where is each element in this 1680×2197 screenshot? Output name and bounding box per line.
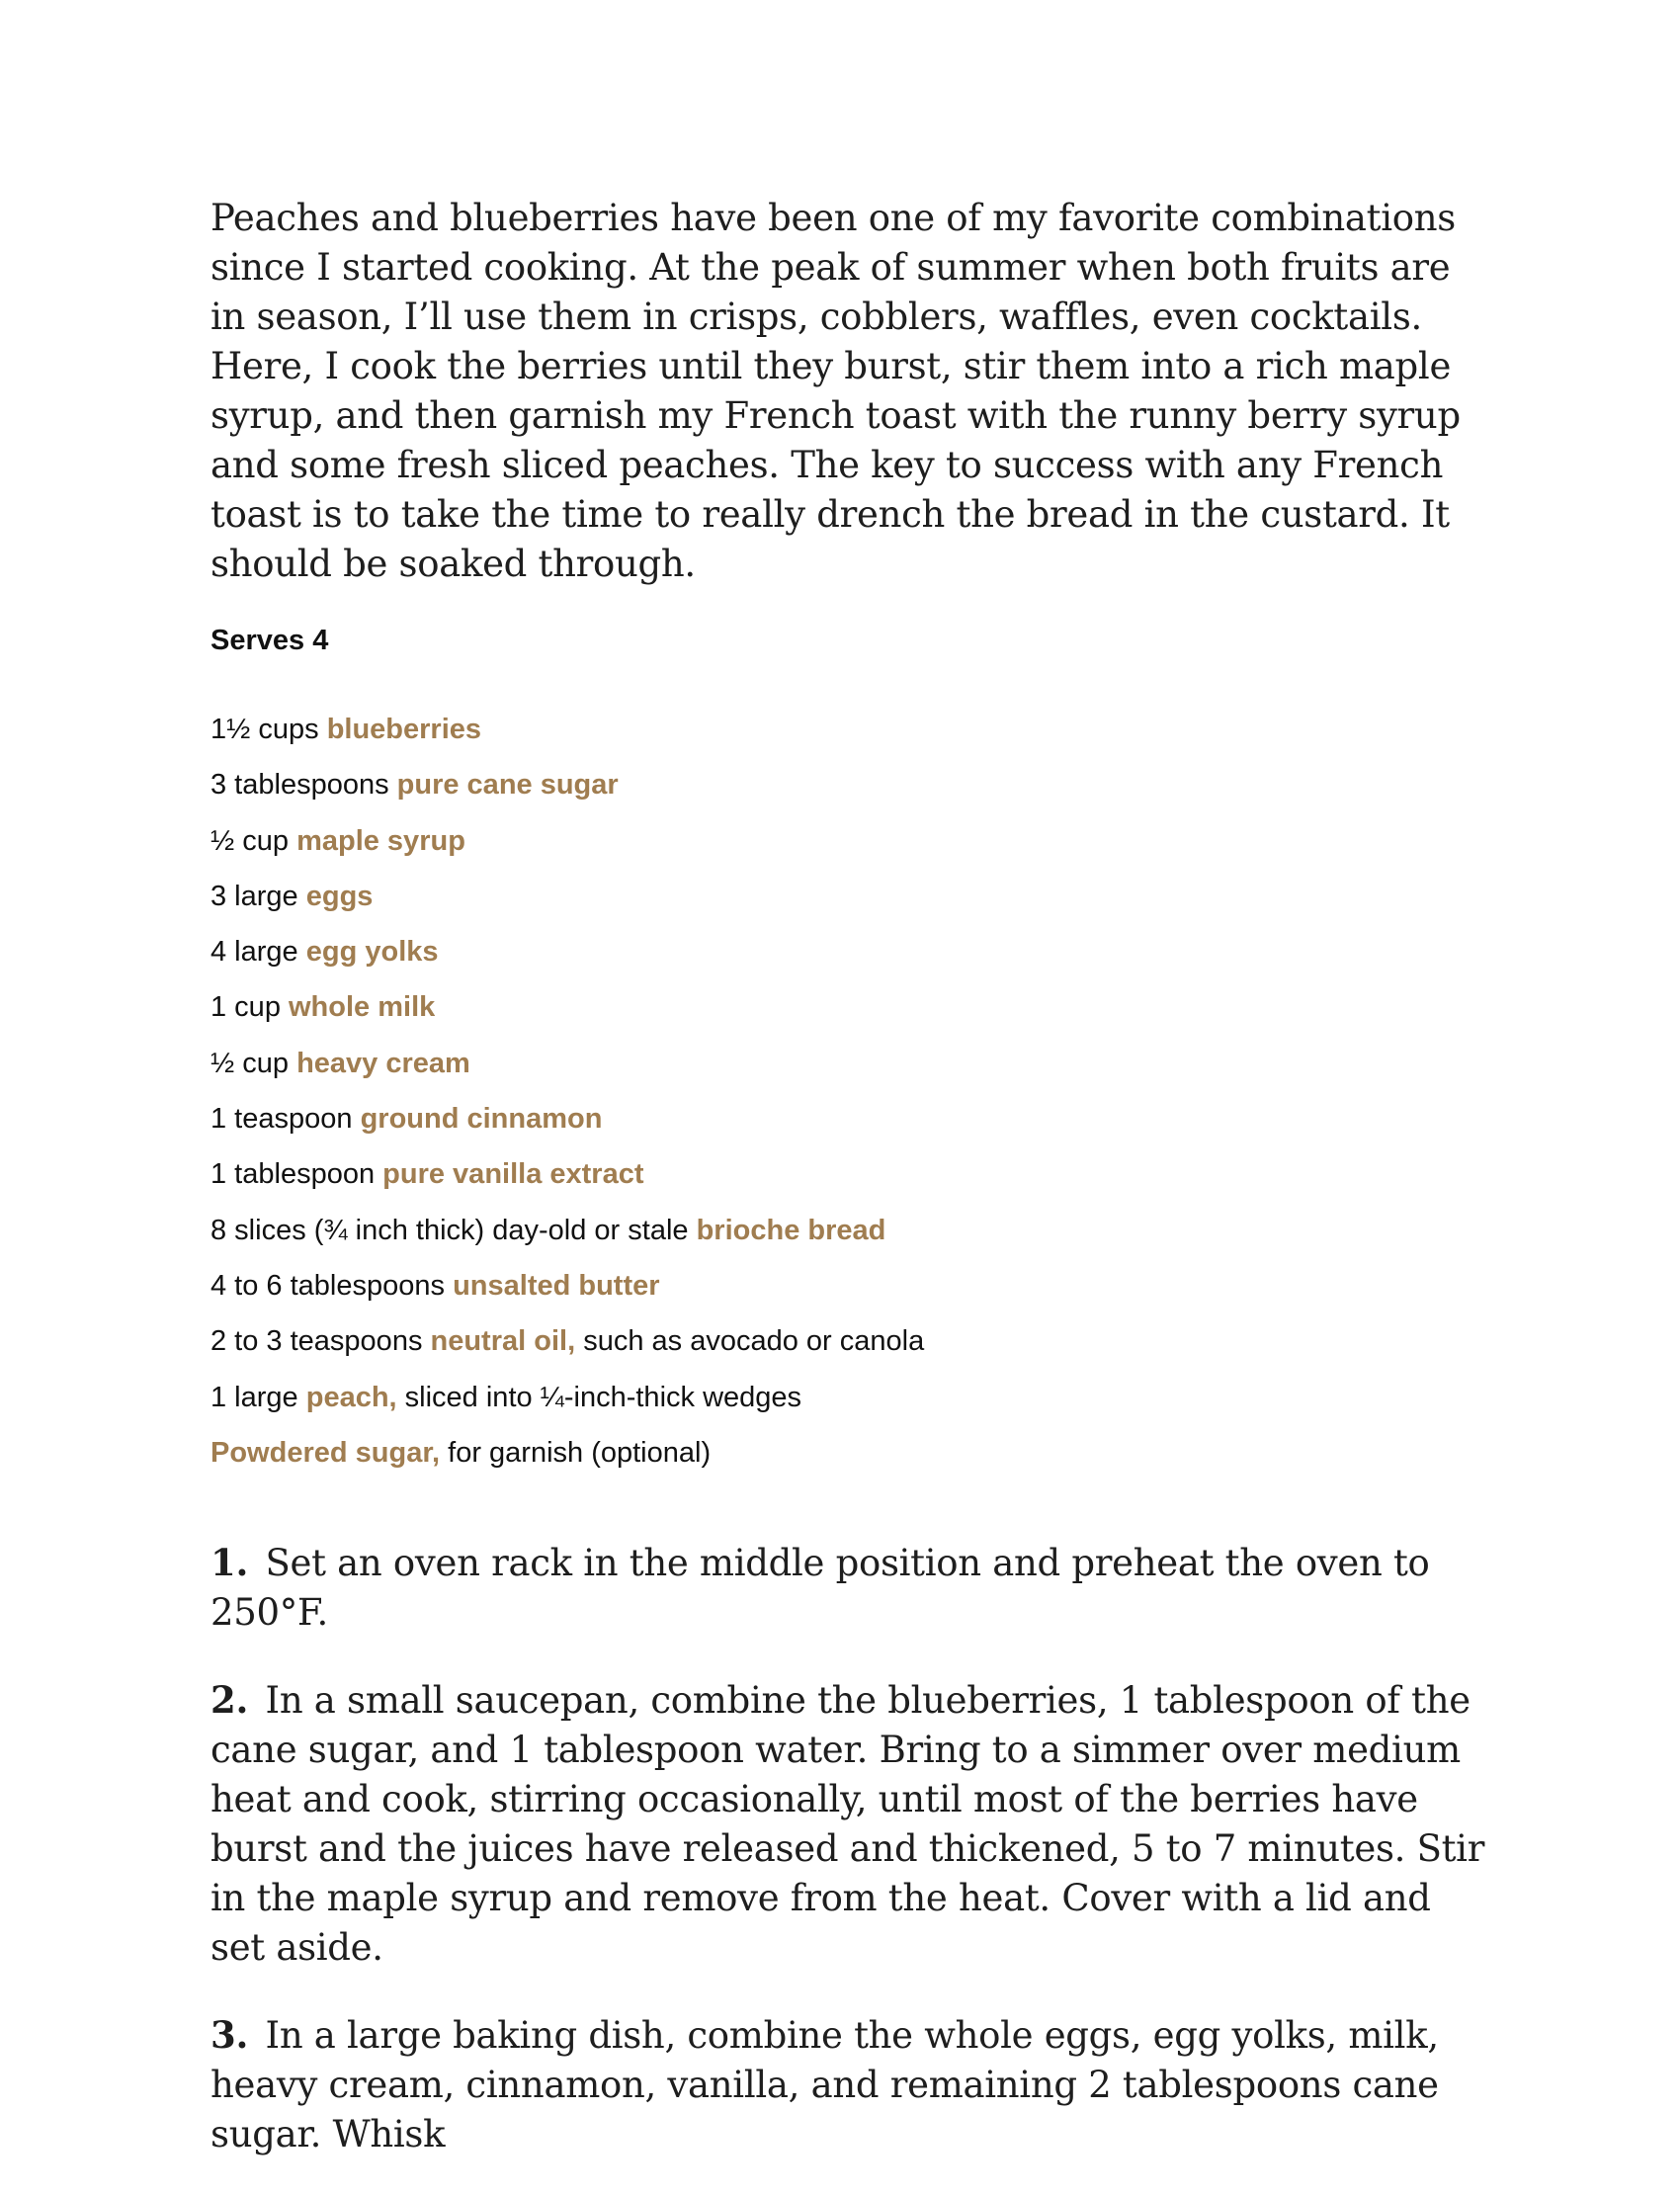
step-text: Set an oven rack in the middle position and preheat the oven to 250°F.: [210, 1542, 1430, 1635]
ingredient-quantity: ½ cup: [210, 1047, 297, 1079]
ingredient-quantity: 1 teaspoon: [210, 1103, 361, 1136]
ingredient-item: [210, 869, 1485, 924]
ingredient-quantity: 1 large: [210, 1381, 306, 1413]
step-number: 3.: [210, 2013, 249, 2058]
ingredient-item: [210, 1258, 1485, 1313]
ingredient-item: [210, 1425, 1485, 1480]
ingredient-name: heavy cream: [296, 1047, 470, 1079]
step-text: In a large baking dish, combine the whole eggs, egg yolks, milk, heavy cream, cinnamon, vanilla, and remaining 2 tablespoons cane sugar. Whisk: [210, 2014, 1439, 2156]
ingredient-name: Powdered sugar,: [210, 1436, 441, 1469]
ingredient-item: [210, 979, 1485, 1035]
ingredient-item: [210, 1370, 1485, 1425]
ingredient-quantity: ½ cup: [210, 824, 297, 857]
step-number: 1.: [210, 1541, 249, 1585]
ingredient-item: [210, 1146, 1485, 1202]
ingredient-item: [210, 1313, 1485, 1369]
ingredient-quantity: 1 tablespoon: [210, 1158, 383, 1191]
ingredient-note: for garnish (optional): [440, 1436, 712, 1469]
ingredient-item: [210, 702, 1485, 757]
step-3: [210, 2010, 1485, 2159]
step-2: [210, 1675, 1485, 1973]
ingredient-quantity: 1½ cups: [210, 714, 327, 745]
ingredient-item: [210, 1036, 1485, 1091]
ingredient-name: pure vanilla extract: [382, 1158, 644, 1191]
ingredient-item: [210, 813, 1485, 869]
ingredient-item: [210, 757, 1485, 812]
intro-paragraph: Peaches and blueberries have been one of my favorite combinations since I started cooking. At the peak of summer when both fruits are in season, I’ll use them in crisps, cobblers, waffles, even cocktails. Here, I cook the berries until they burst, stir them into a rich maple syrup, and then garnish my French toast with the runny berry syrup and some fresh sliced peaches. The key to success with any French toast is to take the time to really drench the bread in the custard. It should be soaked through.: [210, 197, 1461, 585]
ingredient-quantity: 3 large: [210, 880, 306, 912]
instruction-steps: [210, 1538, 1485, 2159]
ingredient-list: [210, 702, 1485, 1480]
ingredient-name: peach,: [305, 1381, 397, 1413]
ingredient-name: blueberries: [326, 714, 482, 745]
ingredient-note: such as avocado or canola: [575, 1325, 925, 1358]
step-text: In a small saucepan, combine the blueberries, 1 tablespoon of the cane sugar, and 1 tablespoon water. Bring to a simmer over medium heat and cook, stirring occasionally, until most of the berries have burst and the juices have released and thickened, 5 to 7 minutes. Stir in the maple syrup and remove from the heat. Cover with a lid and set aside.: [210, 1679, 1485, 1970]
ingredient-quantity: 8 slices (¾ inch thick) day-old or stale: [210, 1214, 697, 1246]
ingredient-name: maple syrup: [296, 824, 465, 857]
ingredient-name: eggs: [305, 880, 374, 912]
ingredient-name: pure cane sugar: [396, 769, 619, 802]
recipe-page: [210, 194, 1485, 2197]
ingredient-name: whole milk: [289, 991, 436, 1024]
ingredient-name: brioche bread: [696, 1214, 886, 1246]
ingredient-quantity: 4 large: [210, 936, 306, 969]
ingredient-name: unsalted butter: [453, 1269, 660, 1302]
serves-heading: Serves 4: [210, 625, 329, 656]
ingredient-item: [210, 1091, 1485, 1146]
ingredient-name: neutral oil,: [430, 1325, 576, 1358]
ingredient-quantity: 1 cup: [210, 991, 289, 1024]
ingredient-quantity: 4 to 6 tablespoons: [210, 1269, 454, 1302]
ingredient-item: [210, 924, 1485, 979]
ingredient-name: ground cinnamon: [360, 1103, 603, 1136]
ingredient-name: egg yolks: [305, 936, 439, 969]
ingredient-quantity: 3 tablespoons: [210, 769, 397, 802]
ingredient-item: [210, 1203, 1485, 1258]
ingredient-quantity: 2 to 3 teaspoons: [210, 1325, 431, 1358]
ingredient-note: sliced into ¼-inch-thick wedges: [396, 1381, 802, 1413]
step-number: 2.: [210, 1678, 249, 1723]
step-1: [210, 1538, 1485, 1638]
